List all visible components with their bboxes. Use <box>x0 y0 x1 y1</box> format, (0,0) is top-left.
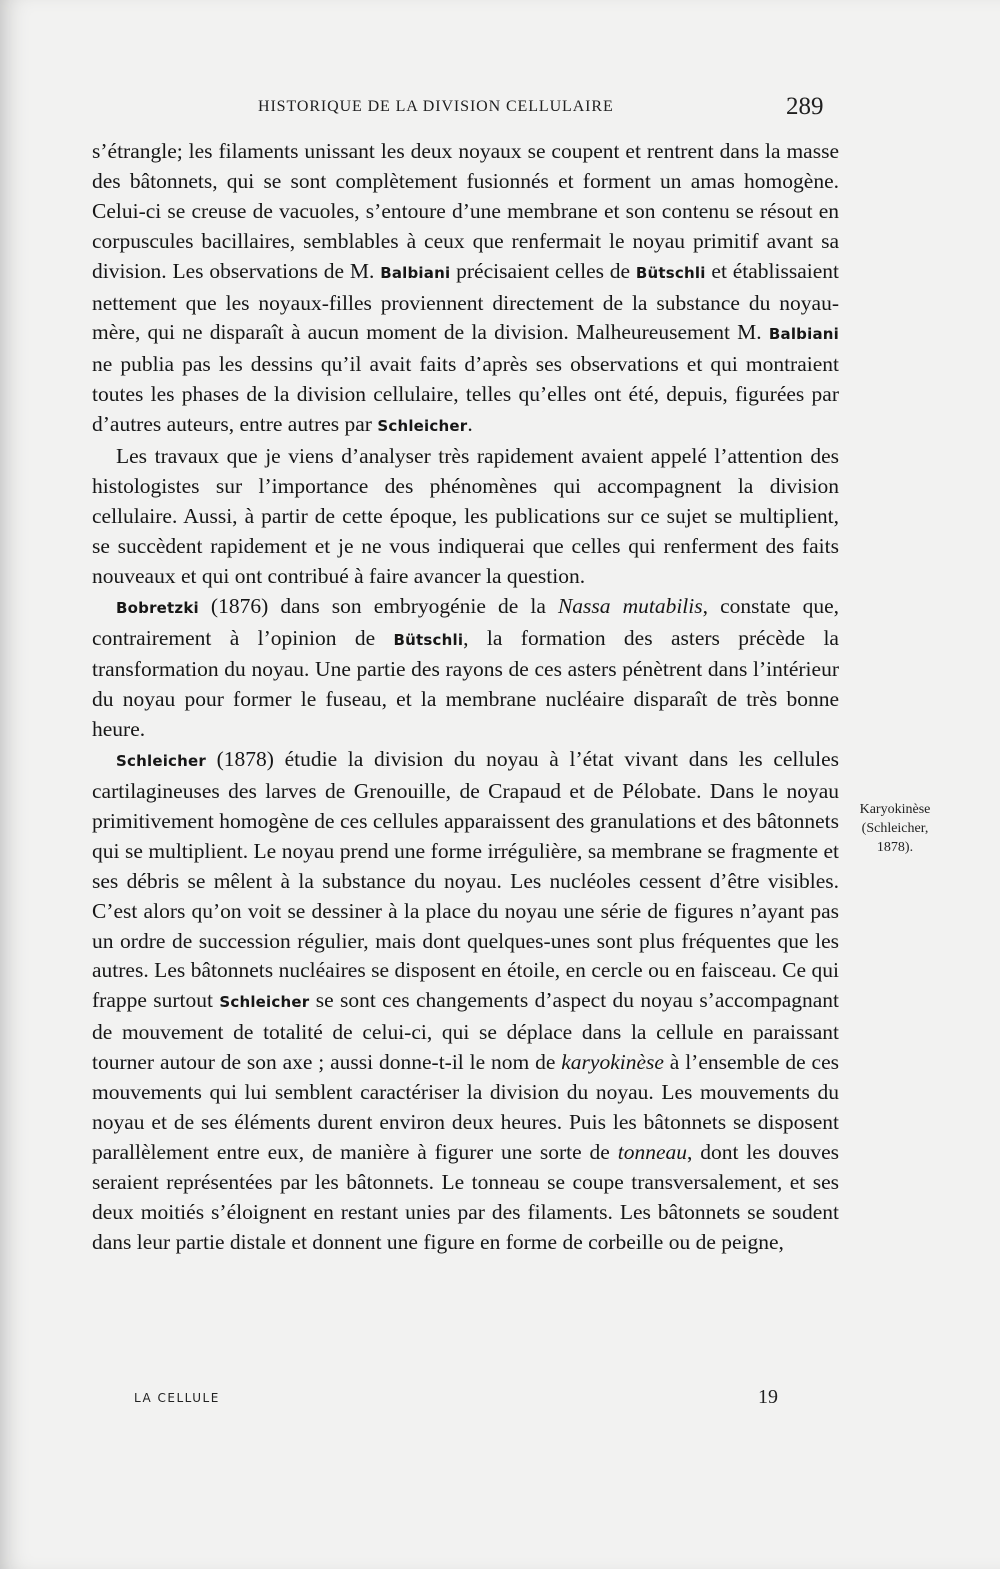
running-title: HISTORIQUE DE LA DIVISION CELLULAIRE <box>258 98 614 115</box>
text-run: , la formation des asters précède la transformation du noyau. Une partie des rayons de ces asters pénètrent dans l’intérieur du noyau pour former le fuseau, et la membrane nucléaire disparaît de très bonne heure. <box>92 625 839 742</box>
paragraph <box>92 442 839 592</box>
body-text <box>92 137 839 1258</box>
text-run: , dont les douves seraient représentées par les bâtonnets. Le tonneau se coupe transversalement, et ses deux moitiés s’éloignent en restant unies par des filaments. Les bâtonnets se soudent dans leur partie distale et donnent une figure en forme de corbeille ou de peigne, <box>92 1139 839 1254</box>
text-run: . <box>467 412 473 437</box>
footer-signature: LA CELLULE <box>134 1391 220 1405</box>
text-run: Les travaux que je viens d’analyser très rapidement avaient appelé l’attention des histologistes sur l’importance des phénomènes qui accompagnent la division cellulaire. Aussi, à partir de cette époque, les publications sur ce sujet se multiplient, se succèdent rapidement et je ne vous indiquerai que celles qui renferment des faits nouveaux et qui ont contribué à faire avancer la question. <box>92 444 839 588</box>
page-number: 289 <box>786 93 824 120</box>
author-name: Schleicher <box>116 752 206 771</box>
text-run: se sont ces changements d’aspect du noyau s’accompagnant de mouvement de totalité de celui-ci, qui se déplace dans la cellule en paraissant tourner autour de son axe ; aussi donne-t-il le nom de <box>92 988 840 1075</box>
running-head <box>0 93 1000 128</box>
text-run: , constate que, contrairement à l’opinion de <box>92 593 839 650</box>
margin-note-line: Karyokinèse <box>859 802 931 817</box>
text-run: s’étrangle; les filaments unissant les deux noyaux se coupent et rentrent dans la masse des bâtonnets, qui se sont complètement fusionnés et forment un amas homogène. Celui-ci se creuse de vacuoles, s’entoure d’une membrane et son contenu se résout en corpuscules bacillaires, semblables à ceux que renfermait le noyau primitif avant sa division. Les observations de M. <box>92 139 839 283</box>
author-name: Bobretzki <box>116 598 199 617</box>
paragraph <box>92 745 839 1257</box>
author-name: Balbiani <box>380 263 451 282</box>
italic-term: Nassa mutabilis <box>557 593 703 618</box>
italic-term: karyokinèse <box>561 1050 664 1075</box>
margin-note <box>846 800 944 857</box>
author-name: Bütschli <box>635 263 706 282</box>
author-name: Schleicher <box>219 993 310 1012</box>
footer-sheet-number: 19 <box>758 1386 778 1408</box>
text-run: ne publia pas les dessins qu’il avait faits d’après ses observations et qui montraient toutes les phases de la division cellulaire, telles qu’elles ont été, depuis, figurées par d’autres auteurs, entre autres par <box>92 352 839 437</box>
text-run: à l’ensemble de ces mouvements qui lui semblent caractériser la division du noyau. Les mouvements du noyau et de ses éléments durent environ deux heures. Puis les bâtonnets se disposent parallèlement entre eux, de manière à figurer une sorte de <box>92 1050 839 1164</box>
paragraph <box>92 137 839 442</box>
text-run: (1878) étudie la division du noyau à l’état vivant dans les cellules cartilagineuses des larves de Grenouille, de Crapaud et de Pélobate. Dans le noyau primitivement homogène de ces cellules apparaissent des granulations et des bâtonnets qui se multiplient. Le noyau prend une forme irrégulière, sa membrane se fragmente et ses débris se mêlent à la substance du noyau. Les nucléoles cessent d’être visibles. C’est alors qu’on voit se dessiner à la place du noyau une série de figures n’ayant pas un ordre de succession régulier, mais dont quelques-unes sont plus fréquentes que les autres. Les bâtonnets nucléaires se disposent en étoile, en cercle ou en faisceau. Ce qui frappe surtout <box>92 747 839 1013</box>
italic-term: tonneau <box>617 1139 687 1164</box>
author-name: Bütschli <box>393 630 464 649</box>
margin-note-line: 1878). <box>876 840 914 855</box>
author-name: Schleicher <box>377 417 468 436</box>
paragraph <box>92 592 839 746</box>
margin-note-line: (Schleicher, <box>861 821 929 836</box>
author-name: Balbiani <box>768 325 839 344</box>
text-run: (1876) dans son embryogénie de la <box>198 593 558 618</box>
text-run: et établissaient nettement que les noyaux-filles proviennent directement de la substance du noyau-mère, qui ne disparaît à aucun moment de la division. Malheureusement M. <box>92 258 839 345</box>
text-run: précisaient celles de <box>450 258 636 283</box>
